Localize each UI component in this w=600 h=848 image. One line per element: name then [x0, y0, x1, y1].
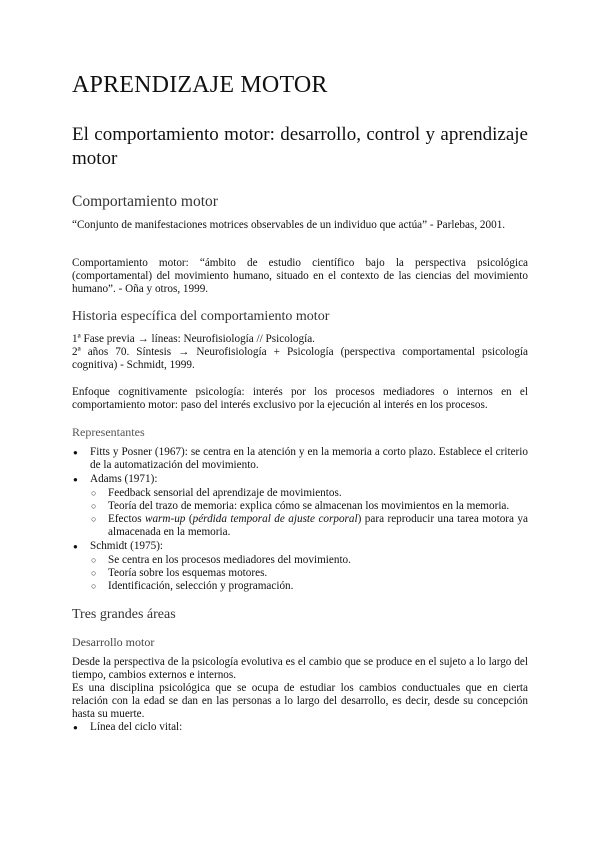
section-heading-areas: Tres grandes áreas: [72, 607, 176, 622]
list-item-schmidt: [72, 540, 528, 593]
document-title: APRENDIZAJE MOTOR: [72, 72, 328, 98]
quote-ona: Comportamiento motor: “ámbito de estudio científico bajo la perspectiva psicológica (comportamental) del movimiento humano, situado en el contexto de las ciencias del movimiento humano”. - Oña y otros, 1999.: [72, 257, 528, 295]
chapter-title: El comportamiento motor: desarrollo, control y aprendizaje motor: [72, 124, 528, 169]
quote-parlebas: “Conjunto de manifestaciones motrices observables de un individuo que actúa” - Parlebas, 2001.: [72, 219, 506, 231]
fitts-text: Fitts y Posner (1967): se centra en la atención y en la memoria a corto plazo. Establece el criterio de la automatización del movimiento.: [90, 446, 528, 471]
representantes-heading: Representantes: [72, 425, 145, 439]
efectos-prefix: Efectos: [108, 513, 145, 525]
desarrollo-paragraph-2: Es una disciplina psicológica que se ocupa de estudiar los cambios conductuales que en cierta relación con la edad se dan en las personas a lo largo del desarrollo, es decir, desde su concepción hasta su muerte.: [72, 682, 528, 720]
adams-label: Adams (1971):: [90, 473, 158, 485]
list-item-efectos: [90, 513, 528, 539]
efectos-mid: (: [185, 513, 193, 525]
section-heading-comportamiento: Comportamiento motor: [72, 193, 218, 210]
list-item-adams: [72, 473, 528, 539]
list-item: ○ Teoría sobre los esquemas motores.: [90, 567, 528, 580]
list-item-ciclo: ● Línea del ciclo vital:: [72, 721, 528, 734]
section-heading-historia: Historia específica del comportamiento motor: [72, 309, 330, 324]
historia-line-2: 2ª años 70. Síntesis → Neurofisiología + Psicología (perspectiva comportamental psicología cognitiva) - Schmidt, 1999.: [72, 346, 528, 371]
efectos-suffix: ) para reproducir una tarea motora ya almacenada en la memoria.: [108, 513, 528, 538]
adams-sublist: [90, 487, 528, 539]
efectos-perdida: pérdida temporal de ajuste corporal: [192, 513, 358, 525]
subheading-desarrollo: Desarrollo motor: [72, 635, 155, 649]
list-item-fitts: [72, 446, 528, 472]
desarrollo-paragraph-1: Desde la perspectiva de la psicología evolutiva es el cambio que se produce en el sujeto a lo largo del tiempo, cambios externos e internos.: [72, 656, 528, 681]
schmidt-label: Schmidt (1975):: [90, 540, 164, 552]
schmidt-sublist: [90, 554, 528, 593]
ciclo-list: [72, 721, 528, 734]
representantes-list: [72, 446, 528, 593]
historia-line-1: 1ª Fase previa → líneas: Neurofisiología // Psicología.: [72, 333, 315, 345]
efectos-warmup: warm-up: [145, 513, 186, 525]
list-item: ○ Teoría del trazo de memoria: explica cómo se almacenan los movimientos en la memoria.: [90, 500, 528, 513]
list-item: ○ Se centra en los procesos mediadores del movimiento.: [90, 554, 528, 567]
list-item: ○ Identificación, selección y programación.: [90, 580, 528, 593]
list-item: ○ Feedback sensorial del aprendizaje de movimientos.: [90, 487, 528, 500]
enfoque-paragraph: Enfoque cognitivamente psicología: interés por los procesos mediadores o internos en el comportamiento motor: paso del interés exclusivo por la ejecución al interés en los procesos.: [72, 386, 528, 411]
